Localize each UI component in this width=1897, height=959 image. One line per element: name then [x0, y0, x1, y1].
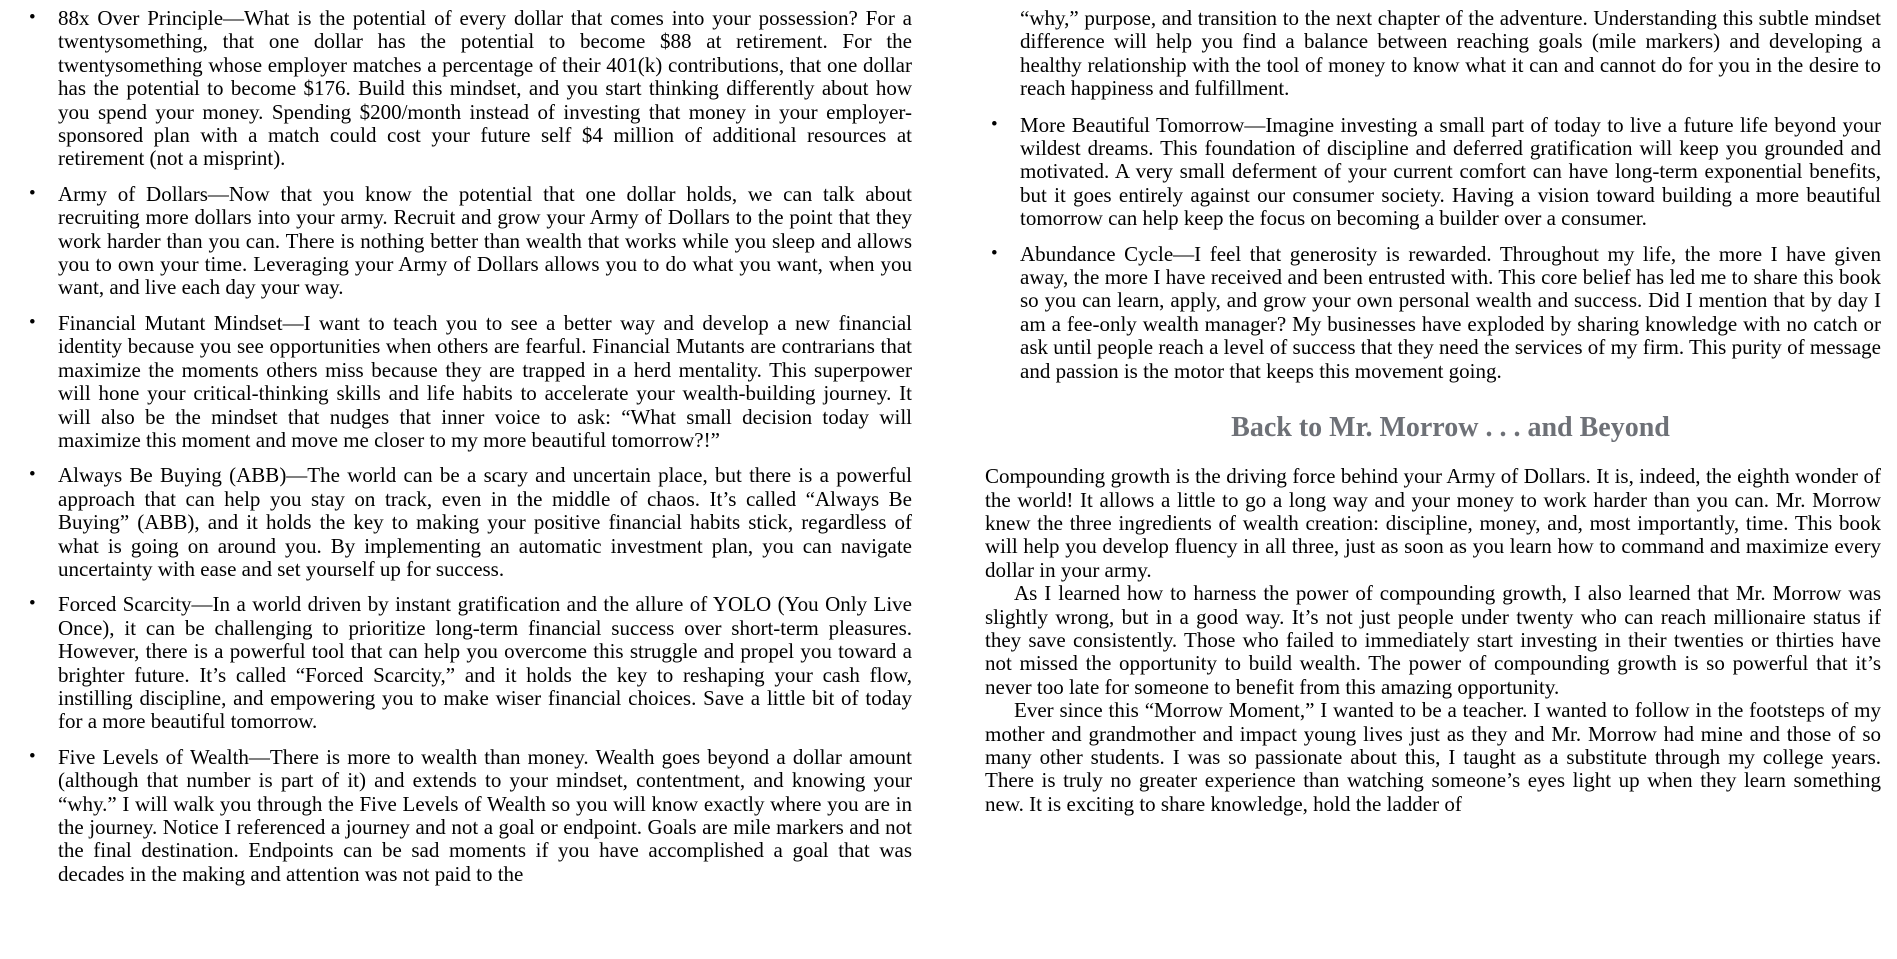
- bullet-text: Forced Scarcity—In a world driven by instant gratification and the allure of YOLO (You Only Live Once), it can be challenging to prioritize long-term financial success over short-term pleasures. However, there is a powerful tool that can help you overcome this struggle and propel you toward a brighter future. It’s called “Forced Scarcity,” and it holds the key to reshaping your cash flow, instilling discipline, and empowering you to make wiser financial choices. Save a little bit of today for a more beautiful tomorrow.: [58, 592, 912, 734]
- bullet-icon: •: [29, 464, 36, 486]
- bullet-text: Always Be Buying (ABB)—The world can be a scary and uncertain place, but there is a powerful approach that can help you stay on track, even in the middle of chaos. It’s called “Always Be Buying” (ABB), and it holds the key to making your positive financial habits stick, regardless of what is going on around you. By implementing an automatic investment plan, you can navigate uncertainty with ease and set yourself up for success.: [58, 463, 912, 581]
- right-column: [985, 7, 1881, 816]
- bullet-icon: •: [29, 745, 36, 767]
- bullet-icon: •: [991, 113, 998, 135]
- bullet-item-forced-scarcity: [29, 592, 912, 734]
- bullet-item-financial-mutant-mindset: [29, 310, 912, 452]
- key-concepts-list-left: [26, 7, 912, 886]
- bullet-icon: •: [991, 242, 998, 264]
- body-paragraph-as-i-learned: As I learned how to harness the power of compounding growth, I also learned that Mr. Morrow was slightly wrong, but in a good way. It’s not just people under twenty who can reach millionaire status if they save consistently. Those who failed to immediately start investing in their twenties or thirties have not missed the opportunity to build wealth. The power of compounding growth is so powerful that it’s never too late for someone to benefit from this amazing opportunity.: [985, 581, 1881, 699]
- bullet-icon: •: [29, 7, 36, 28]
- bullet-text: More Beautiful Tomorrow—Imagine investing a small part of today to live a future life beyond your wildest dreams. This foundation of discipline and deferred gratification will keep you grounded and motivated. A very small deferment of your current comfort can have long-term exponential benefits, but it goes entirely against our consumer society. Having a vision toward building a more beautiful tomorrow can help keep the focus on becoming a builder over a consumer.: [1020, 112, 1881, 231]
- bullet-item-88x-over-principle: [29, 6, 912, 171]
- bullet-text: Five Levels of Wealth—There is more to wealth than money. Wealth goes beyond a dollar amount (although that number is part of it) and extends to your mindset, contentment, and knowing your “why.” I will walk you through the Five Levels of Wealth so you will know exactly where you are in the journey. Notice I referenced a journey and not a goal or endpoint. Goals are mile markers and not the final destination. Endpoints can be sad moments if you have accomplished a goal that was decades in the making and attention was not paid to the: [58, 744, 912, 886]
- bullet-text: Financial Mutant Mindset—I want to teach you to see a better way and develop a new financial identity because you see opportunities when others are fearful. Financial Mutants are contrarians that maximize the moments others miss because they are trapped in a herd mentality. This superpower will hone your critical-thinking skills and life habits to accelerate your wealth-building journey. It will also be the mindset that nudges that inner voice to ask: “What small decision today will maximize this moment and move me closer to my more beautiful tomorrow?!”: [58, 310, 912, 452]
- section-heading: Back to Mr. Morrow . . . and Beyond: [1231, 412, 1670, 444]
- bullet-item-five-levels-of-wealth: [29, 744, 912, 886]
- bullet-icon: •: [29, 593, 36, 615]
- continuation-paragraph: “why,” purpose, and transition to the next chapter of the adventure. Understanding this subtle mindset difference will help you find a balance between reaching goals (mile markers) and developing a healthy relationship with the tool of money to know what it can and cannot do for you in the desire to reach happiness and fulfillment.: [1020, 6, 1881, 101]
- bullet-text: Abundance Cycle—I feel that generosity is rewarded. Throughout my life, the more I have given away, the more I have received and been entrusted with. This core belief has led me to share this book so you can learn, apply, and grow your own personal wealth and success. Did I mention that by day I am a fee-only wealth manager? My businesses have exploded by sharing knowledge with no catch or ask until people reach a level of success that they need the services of my firm. This purity of message and passion is the motor that keeps this movement going.: [1020, 241, 1881, 383]
- bullet-item-always-be-buying: [29, 463, 912, 581]
- body-paragraph-ever-since: Ever since this “Morrow Moment,” I wanted to be a teacher. I wanted to follow in the footsteps of my mother and grandmother and impact young lives just as they and Mr. Morrow had mine and those of so many other students. I was so passionate about this, I taught as a substitute through my college years. There is truly no greater experience than watching someone’s eyes light up when they learn something new. It is exciting to share knowledge, hold the ladder of: [985, 698, 1881, 816]
- bullet-icon: •: [29, 182, 36, 204]
- bullet-text: 88x Over Principle—What is the potential of every dollar that comes into your possession? For a twentysomething, that one dollar has the potential to become $88 at retirement. For the twentysomething whose employer matches a percentage of their 401(k) contributions, that one dollar has the potential to become $176. Build this mindset, and you start thinking differently about how you spend your money. Spending $200/month instead of investing that money in your employer-sponsored plan with a match could cost your future self $4 million of additional resources at retirement (not a misprint).: [58, 6, 912, 171]
- bullet-text: Army of Dollars—Now that you know the potential that one dollar holds, we can talk about recruiting more dollars into your army. Recruit and grow your Army of Dollars to the point that they work harder than you can. There is nothing better than wealth that works while you sleep and allows you to own your time. Leveraging your Army of Dollars allows you to do what you want, when you want, and live each day your way.: [58, 181, 912, 300]
- left-column: [26, 7, 912, 886]
- body-paragraph-compounding-growth: Compounding growth is the driving force behind your Army of Dollars. It is, indeed, the eighth wonder of the world! It allows a little to go a long way and your money to work harder than you can. Mr. Morrow knew the three ingredients of wealth creation: discipline, money, and, most importantly, time. This book will help you develop fluency in all three, just as soon as you learn how to command and maximize every dollar in your army.: [985, 464, 1881, 582]
- bullet-item-more-beautiful-tomorrow: [991, 112, 1881, 231]
- key-concepts-list-right: [985, 114, 1881, 383]
- bullet-icon: •: [29, 311, 36, 333]
- bullet-item-army-of-dollars: [29, 181, 912, 300]
- bullet-item-abundance-cycle: [991, 241, 1881, 383]
